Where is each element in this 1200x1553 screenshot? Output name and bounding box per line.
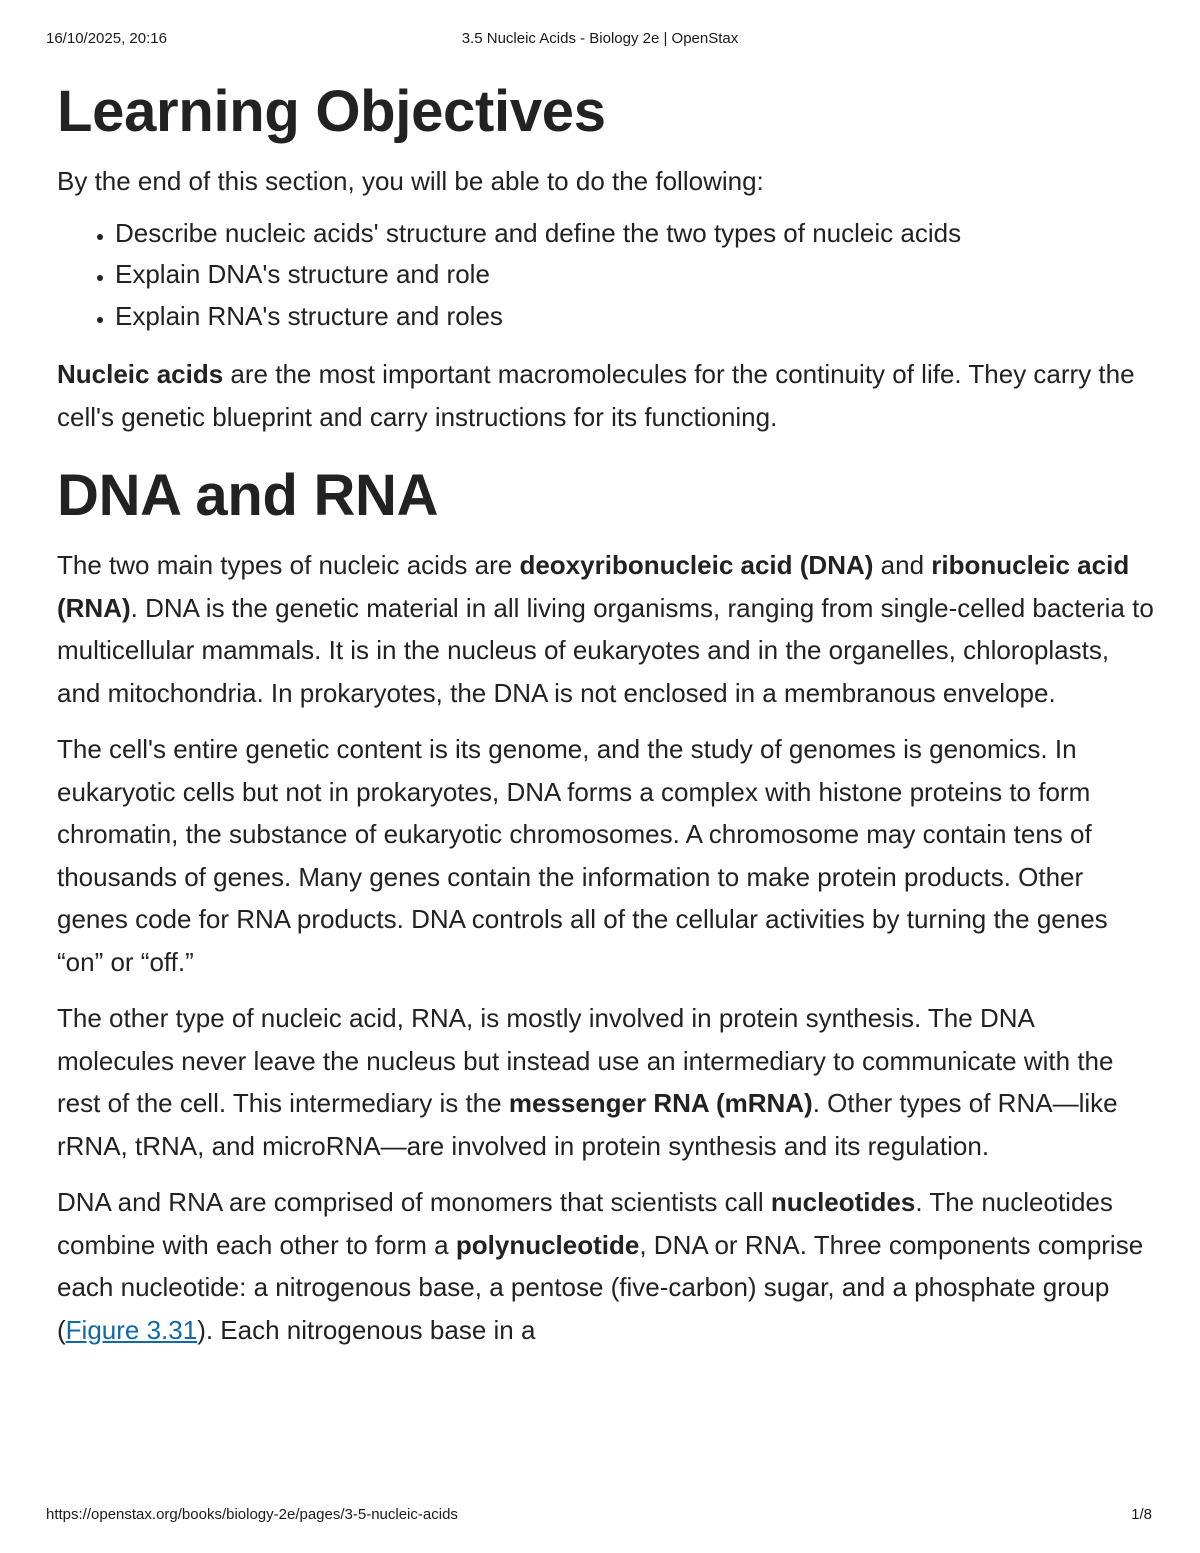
paragraph-text: . DNA is the genetic material in all living organisms, ranging from single-celled bacteria to multicellular mammals. It is in the nucleus of eukaryotes and in the organelles, chloroplasts, and mitochondria. In prokaryotes, the DNA is not enclosed in a membranous envelope. (57, 592, 1154, 708)
paragraph-text: , DNA or RNA. Three components comprise each nucleotide: a nitrogenous base, a pentose (five-carbon) sugar, and a phosphate group ( (57, 1229, 1144, 1345)
list-item: • Explain DNA's structure and role (115, 254, 1157, 296)
learning-objectives-heading: Learning Objectives (57, 79, 606, 144)
dna-rna-paragraph-2: The cell's entire genetic content is its genome, and the study of genomes is genomics. In eukaryotic cells but not in prokaryotes, DNA forms a complex with histone proteins to form chromatin, the substance of eukaryotic chromosomes. A chromosome may contain tens of thousands of genes. Many genes contain the information to make protein products. Other genes code for RNA products. DNA controls all of the cellular activities by turning the genes “on” or “off.” (57, 734, 1108, 977)
dna-rna-paragraph-1 (57, 544, 1157, 714)
dna-rna-heading: DNA and RNA (57, 463, 439, 528)
print-footer (0, 1506, 1200, 1526)
paragraph-text: are the most important macromolecules for the continuity of life. They carry the cell's genetic blueprint and carry instructions for its functioning. (57, 359, 1135, 432)
objectives-intro: By the end of this section, you will be able to do the following: (57, 166, 764, 196)
paragraph-text: DNA and RNA are comprised of monomers that scientists call (57, 1187, 771, 1217)
dna-rna-paragraph-3 (57, 997, 1157, 1167)
print-url: https://openstax.org/books/biology-2e/pages/3-5-nucleic-acids (46, 1506, 458, 1523)
term-mrna: messenger RNA (mRNA) (508, 1088, 813, 1118)
nucleic-acids-paragraph (57, 353, 1157, 438)
term-polynucleotide: polynucleotide (455, 1229, 640, 1260)
term-dna: deoxyribonucleic acid (DNA) (519, 550, 874, 580)
term-nucleotides: nucleotides (770, 1187, 916, 1217)
paragraph-text: . The nucleotides combine with each other to form a (57, 1187, 1113, 1260)
paragraph-text: The two main types of nucleic acids are (57, 550, 520, 580)
print-page-number: 1/8 (1131, 1506, 1152, 1523)
page-content (57, 78, 1157, 1351)
paragraph-text: ). Each nitrogenous base in a (197, 1314, 536, 1345)
paragraph-text: and (873, 550, 932, 580)
figure-3-31-link[interactable]: Figure 3.31 (65, 1314, 198, 1345)
paragraph-text: . Other types of RNA—like rRNA, tRNA, and microRNA—are involved in protein synthesis and its regulation. (57, 1088, 1118, 1161)
term-nucleic-acids: Nucleic acids (57, 359, 224, 389)
dna-rna-paragraph-4 (57, 1181, 1157, 1351)
list-item: • Explain RNA's structure and roles (115, 296, 1157, 338)
print-datetime: 16/10/2025, 20:16 (46, 30, 167, 47)
term-rna: ribonucleic acid (RNA) (57, 550, 1130, 623)
paragraph-text: The other type of nucleic acid, RNA, is mostly involved in protein synthesis. The DNA molecules never leave the nucleus but instead use an intermediary to communicate with the rest of the cell. This intermediary is the (57, 1003, 1114, 1118)
list-item: • Describe nucleic acids' structure and define the two types of nucleic acids (115, 213, 1157, 255)
print-header (0, 30, 1200, 50)
print-page-title: 3.5 Nucleic Acids - Biology 2e | OpenStax (461, 30, 739, 47)
objectives-list (57, 213, 1157, 338)
